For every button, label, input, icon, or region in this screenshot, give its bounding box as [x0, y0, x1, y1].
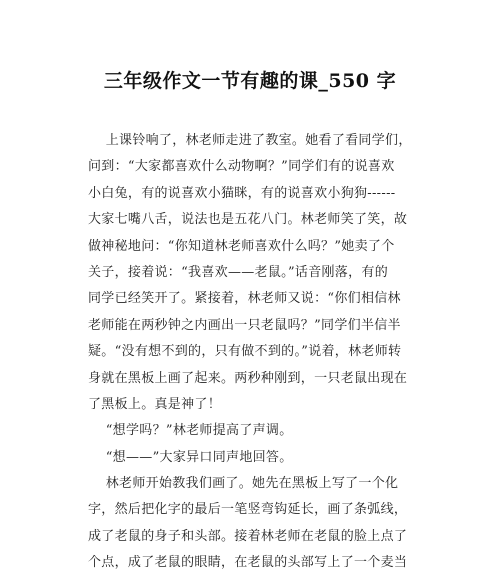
text-line: 老师能在两秒钟之内画出一只老鼠吗？”同学们半信半	[88, 317, 401, 333]
text-line: 小白兔，有的说喜欢小猫眯，有的说喜欢小狗狗------	[88, 185, 396, 201]
text-line: “想——”大家异口同声地回答。	[88, 449, 293, 465]
text-line: 问到：“大家都喜欢什么动物啊？”同学们有的说喜欢	[88, 159, 395, 175]
text-line: 关子，接着说：“我喜欢——老鼠。”话音刚落，有的	[88, 264, 388, 280]
text-line: 大家七嘴八舌，说法也是五花八门。林老师笑了笑，故	[88, 212, 408, 228]
text-line: 身就在黑板上画了起来。两秒种刚到，一只老鼠出现在	[88, 370, 408, 386]
text-line: 疑。“没有想不到的，只有做不到的。”说着，林老师转	[88, 344, 402, 360]
text-line: 字，然后把化字的最后一笔竖弯钩延长，画了条弧线，	[88, 502, 408, 518]
text-line: 成了老鼠的身子和头部。接着林老师在老鼠的脸上点了	[88, 528, 408, 544]
text-line: 做神秘地问：“你知道林老师喜欢什么吗？”她卖了个	[88, 238, 395, 254]
text-line: 同学已经笑开了。紧接着，林老师又说：“你们相信林	[88, 291, 401, 307]
page-title: 三年级作文一节有趣的课_550 字	[103, 70, 397, 92]
text-line: 个点，成了老鼠的眼睛，在老鼠的头部写上了一个麦当	[88, 555, 408, 571]
text-line: “想学吗？”林老师提高了声调。	[88, 423, 293, 439]
essay-body	[88, 128, 428, 577]
text-line: 上课铃响了，林老师走进了教室。她看了看同学们，	[88, 133, 412, 148]
text-line: 了黑板上。真是神了！	[88, 396, 222, 412]
text-line: 林老师开始教我们画了。她先在黑板上写了一个化	[88, 476, 399, 492]
